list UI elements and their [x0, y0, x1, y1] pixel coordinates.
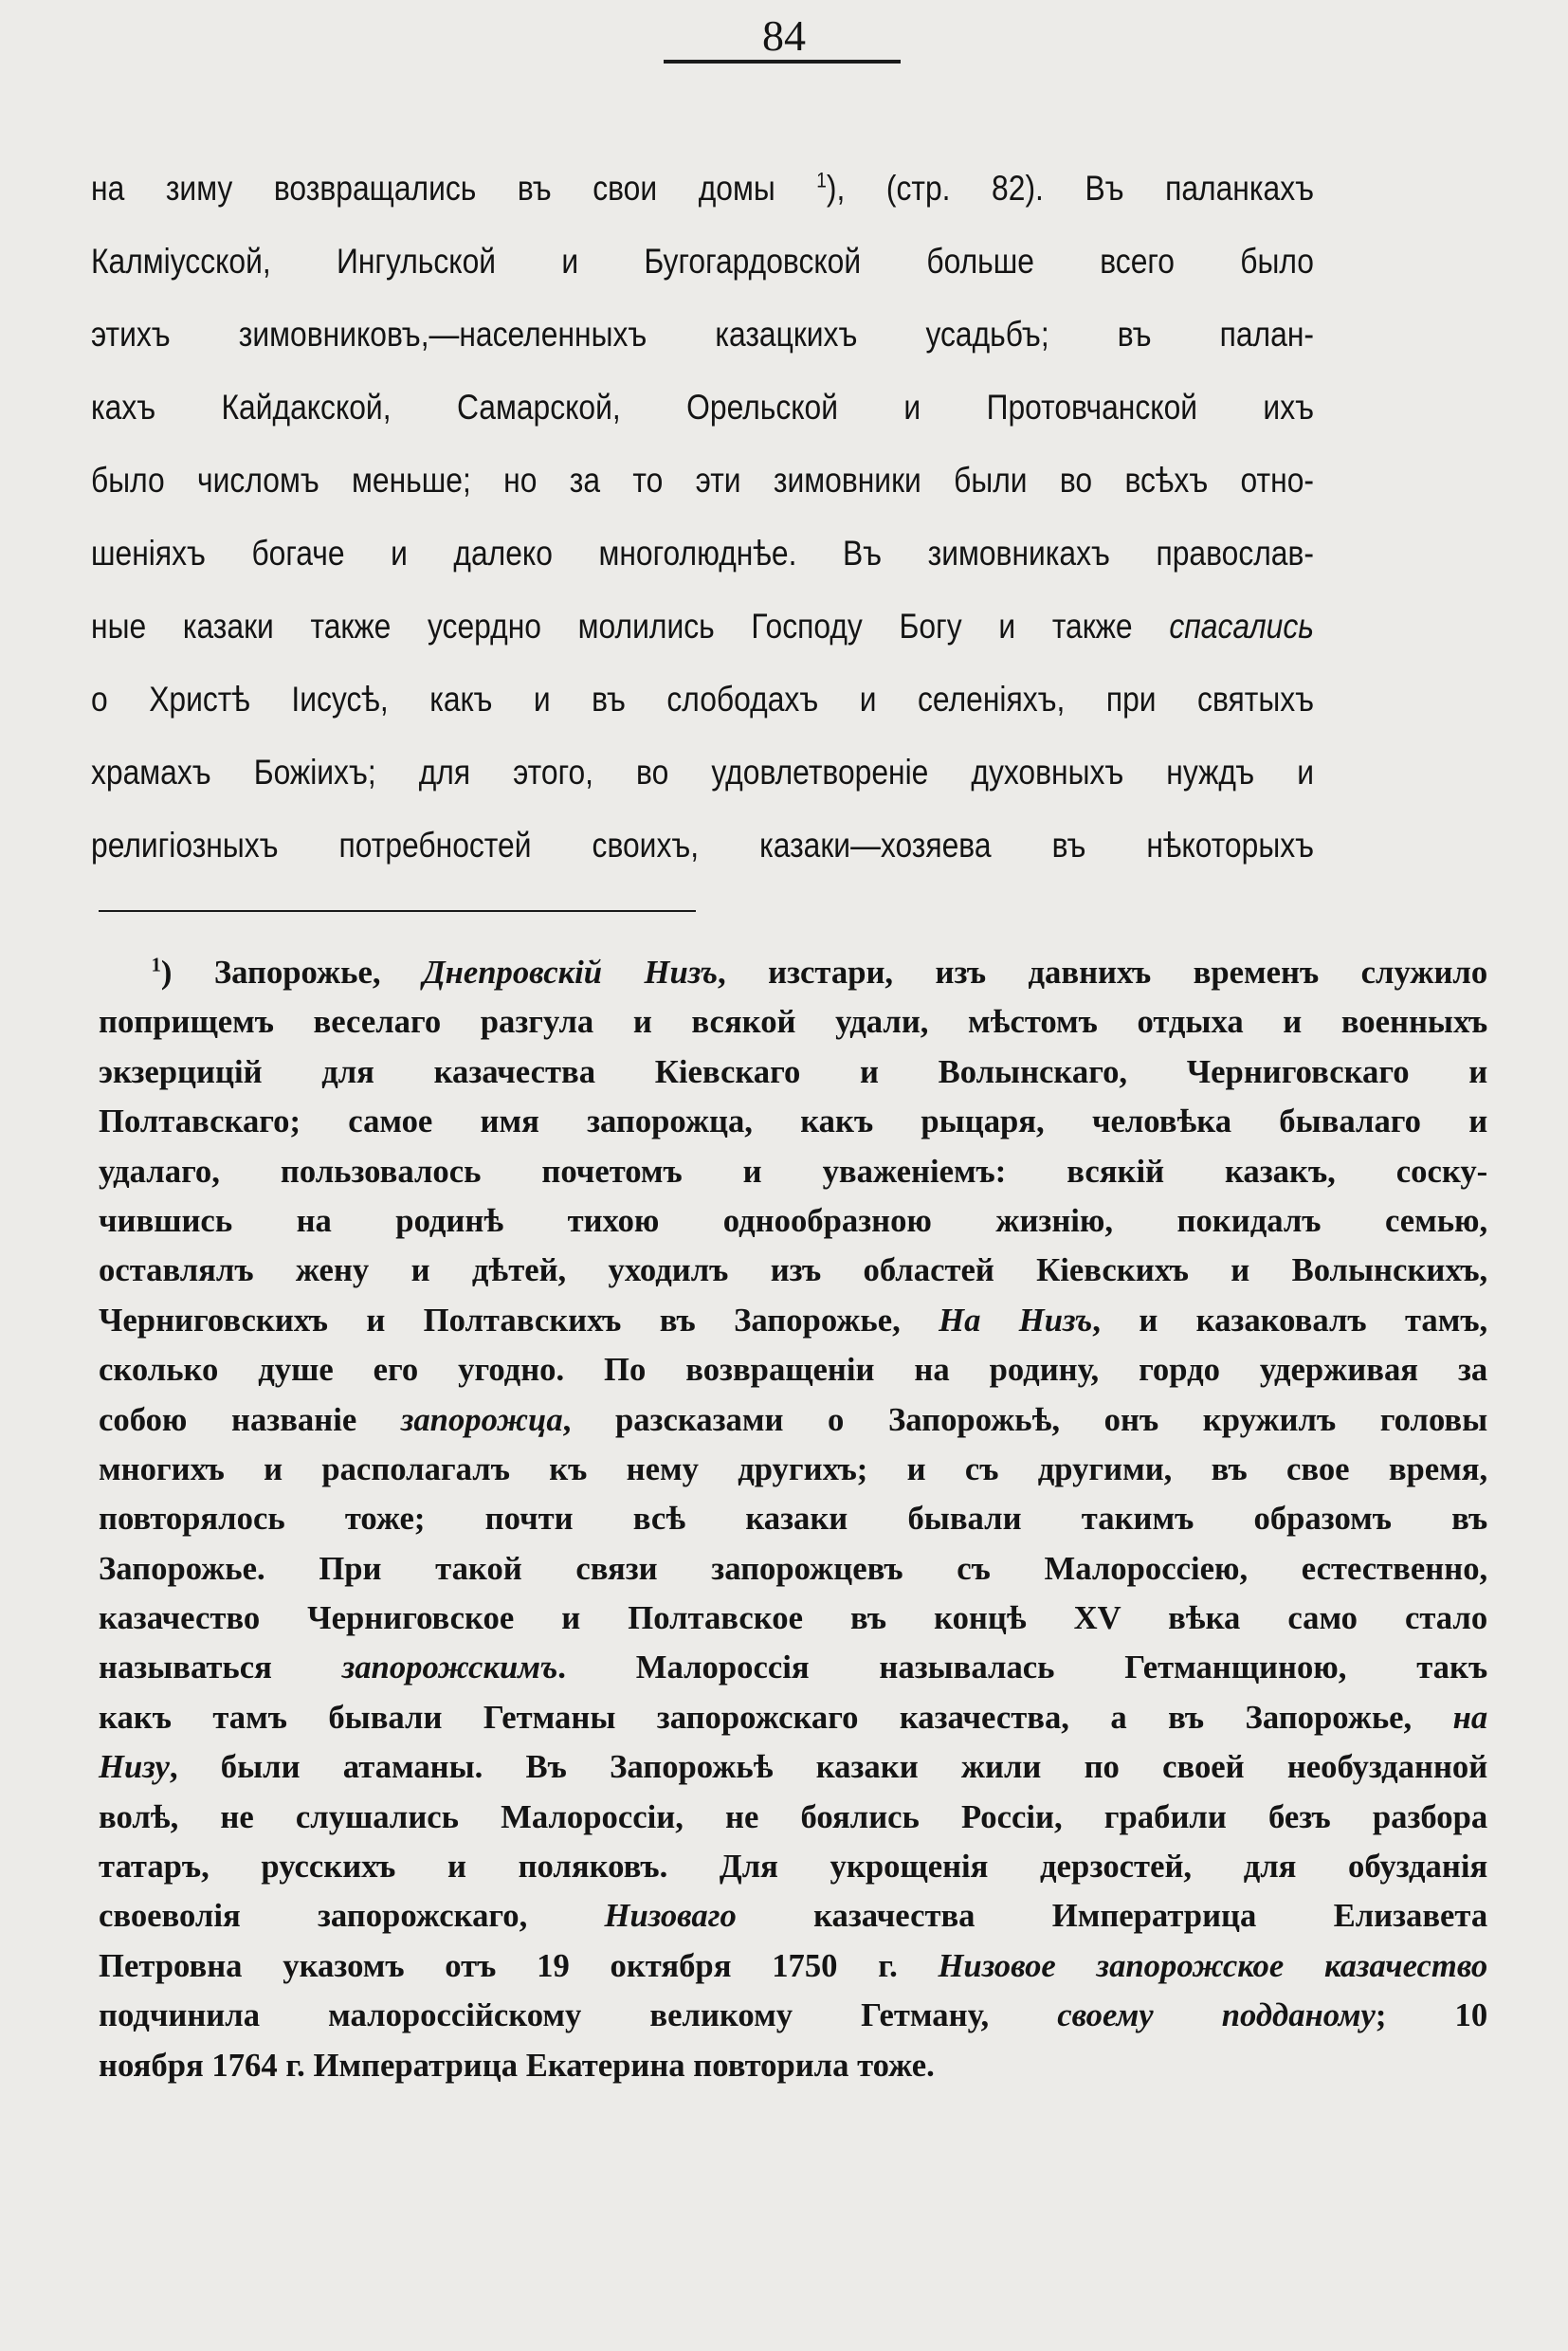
footnote-line: сколько душе его угодно. По возвращеніи на родину, гордо удерживая за	[99, 1351, 1488, 1389]
footnote-line: оставлялъ жену и дѣтей, уходилъ изъ областей Кіевскихъ и Волынскихъ,	[99, 1251, 1488, 1289]
footnote-line: Черниговскихъ и Полтавскихъ въ Запорожье, На Низъ, и казаковалъ тамъ,	[99, 1301, 1488, 1339]
footnote-line: удалаго, пользовалось почетомъ и уваженіемъ: всякій казакъ, соску-	[99, 1152, 1488, 1190]
footnote-separator	[99, 910, 696, 912]
body-line: шеніяхъ богаче и далеко многолюднѣе. Въ зимовникахъ православ-	[91, 534, 1314, 573]
footnote-reference: 1	[816, 168, 827, 192]
body-line: этихъ зимовниковъ,—населенныхъ казацкихъ усадьбъ; въ палан-	[91, 315, 1314, 354]
body-line: на зиму возвращались въ свои домы $^1$), (стр. 82). Въ паланкахъ	[91, 168, 1314, 208]
footnote-line: ноября 1764 г. Императрица Екатерина повторила тоже.	[99, 2046, 935, 2084]
footnote-line: своеволія запорожскаго, Низоваго казачества Императрица Елизавета	[99, 1897, 1488, 1935]
footnote-line: казачество Черниговское и Полтавское въ концѣ XV вѣка само стало	[99, 1599, 1488, 1637]
body-line: Калміусской, Ингульской и Бугогардовской больше всего было	[91, 242, 1314, 281]
footnote-line: Низу, были атаманы. Въ Запорожьѣ казаки жили по своей необузданной	[99, 1748, 1488, 1786]
footnote-line: повторялось тоже; почти всѣ казаки бывали такимъ образомъ въ	[99, 1500, 1488, 1538]
footnote-marker: 1	[151, 953, 161, 976]
footnote-line: татаръ, русскихъ и поляковъ. Для укрощенія дерзостей, для обузданія	[99, 1848, 1488, 1886]
footnote-line: экзерцицій для казачества Кіевскаго и Волынскаго, Черниговскаго и	[99, 1052, 1488, 1090]
footnote-line: какъ тамъ бывали Гетманы запорожскаго казачества, а въ Запорожье, на	[99, 1698, 1488, 1736]
page-number-rule	[664, 60, 901, 64]
body-line: о Христѣ Іисусѣ, какъ и въ слободахъ и селеніяхъ, при святыхъ	[91, 680, 1314, 719]
footnote-line: поприщемъ веселаго разгула и всякой удали, мѣстомъ отдыха и военныхъ	[99, 1003, 1488, 1041]
footnote-line: волѣ, не слушались Малороссіи, не боялись Россіи, грабили безъ разбора	[99, 1797, 1488, 1835]
footnote-line: Петровна указомъ отъ 19 октября 1750 г. Низовое запорожское казачество	[99, 1946, 1488, 1984]
footnote-line: подчинила малороссійскому великому Гетману, своему подданому; 10	[99, 1996, 1488, 2034]
body-line: кахъ Кайдакской, Самарской, Орельской и Протовчанской ихъ	[91, 388, 1314, 427]
footnote-line: многихъ и располагалъ къ нему другихъ; и съ другими, въ свое время,	[99, 1449, 1488, 1487]
body-line: храмахъ Божіихъ; для этого, во удовлетвореніе духовныхъ нуждъ и	[91, 753, 1314, 792]
body-line: было числомъ меньше; но за то эти зимовники были во всѣхъ отно-	[91, 461, 1314, 500]
footnote-text	[99, 948, 1487, 2090]
page-number: 84	[762, 11, 806, 60]
italic-emphasis: спасались	[1169, 607, 1314, 646]
main-body-text	[91, 152, 1314, 882]
footnote-line: собою названіе запорожца, разсказами о Запорожьѣ, онъ кружилъ головы	[99, 1400, 1488, 1438]
footnote-line: чившись на родинѣ тихою однообразною жизнію, покидалъ семью,	[99, 1201, 1488, 1239]
footnote-line: называться запорожскимъ. Малороссія называлась Гетманщиною, такъ	[99, 1649, 1488, 1686]
footnote-line: Запорожье. При такой связи запорожцевъ съ Малороссіею, естественно,	[99, 1549, 1488, 1587]
footnote-line: $^1$) Запорожье, Днепровскій Низъ, изстари, изъ давнихъ временъ служило	[151, 953, 1488, 991]
body-line: ные казаки также усердно молились Господу Богу и также спасались	[91, 607, 1314, 646]
body-line: религіозныхъ потребностей своихъ, казаки—хозяева въ нѣкоторыхъ	[91, 826, 1314, 865]
footnote-line: Полтавскаго; самое имя запорожца, какъ рыцаря, человѣка бывалаго и	[99, 1103, 1488, 1140]
